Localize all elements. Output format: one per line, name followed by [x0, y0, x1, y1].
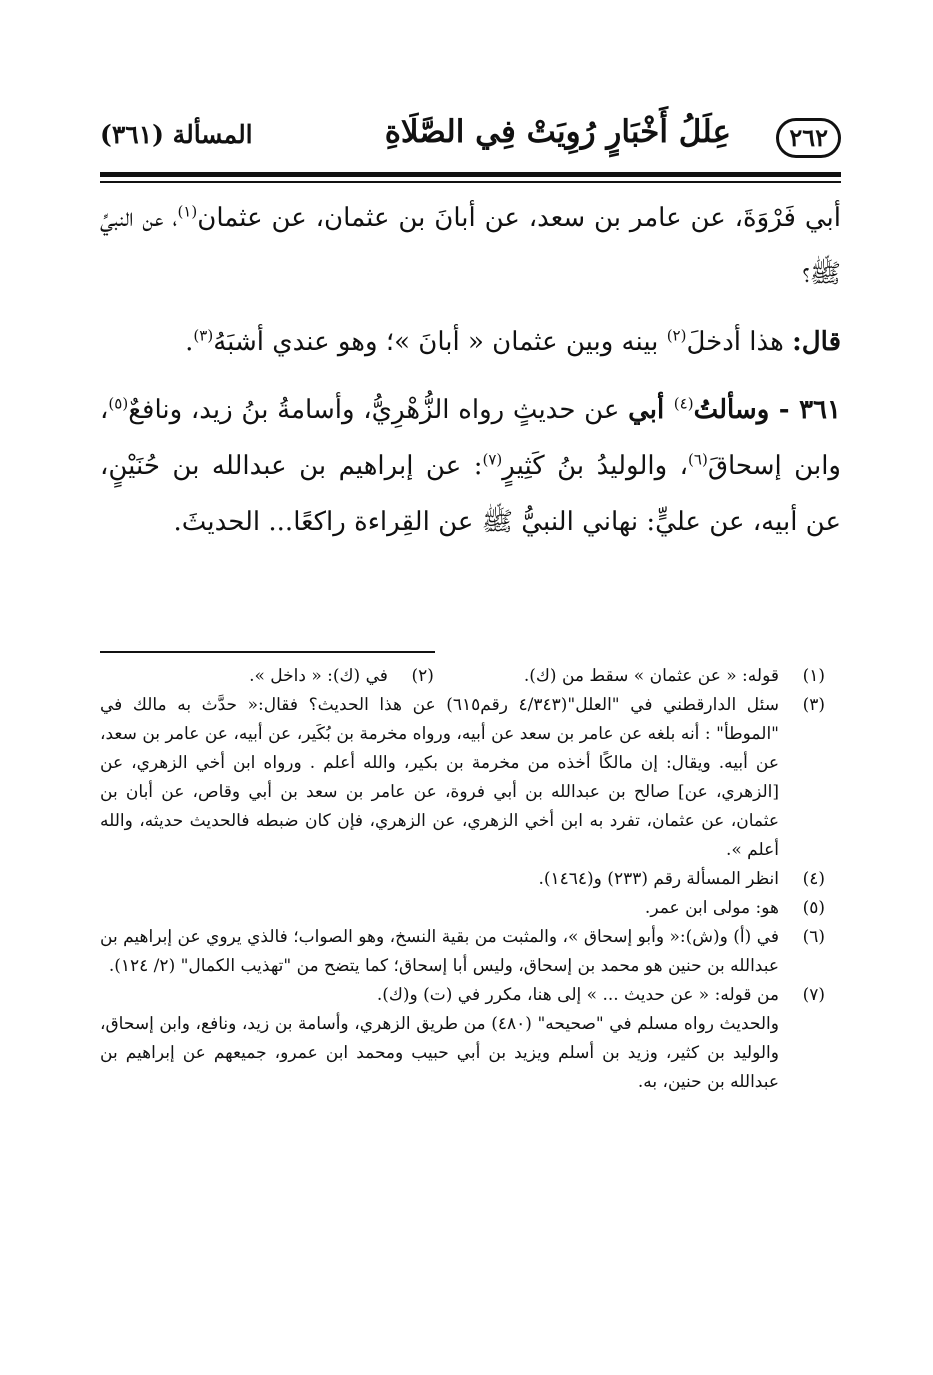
- footnotes: [100, 662, 825, 1097]
- footnote-text: من قوله: « عن حديث ... » إلى هنا، مكرر في (ت) و(ك).: [376, 985, 779, 1005]
- header-rule-thin: [100, 181, 841, 183]
- footnote-3: [100, 691, 825, 865]
- footnote-ref-4: (٤): [673, 394, 694, 413]
- issue-number: ٣٦١: [799, 395, 841, 425]
- footnote-number: (٢): [411, 666, 434, 686]
- footnote-ref-7: (٧): [482, 450, 503, 469]
- footnote-text: هو: مولى ابن عمر.: [644, 898, 779, 918]
- footnote-7: [100, 981, 825, 1010]
- section-label: المسألة (٣٦١): [100, 120, 253, 149]
- issue-lead: وسألتُ: [693, 395, 770, 425]
- footnote-text: في (ك): « داخل ».: [249, 666, 388, 686]
- footnote-number: (٣): [802, 695, 825, 715]
- footnote-ref-2: (٢): [666, 326, 687, 345]
- footnote-row-1-2: [100, 662, 825, 691]
- footnote-number: (٧): [802, 985, 825, 1005]
- qala-label: قال:: [792, 327, 841, 357]
- footnote-number: (٦): [802, 927, 825, 947]
- footnote-number: (٤): [802, 869, 825, 889]
- footnote-closing: والحديث رواه مسلم في "صحيحه" (٤٨٠) من طريق الزهري، وأسامة بن زيد، ونافع، وابن إسحاق، والوليد بن كثير، وزيد بن أسلم ويزيد بن أبي حبيب ومحمد ابن عمرو، جميعهم عن إبراهيم بن عبدالله بن حنين، به.: [100, 1014, 779, 1092]
- main-text: [100, 190, 841, 550]
- footnote-4: [100, 865, 825, 894]
- paragraph-qala: قال: هذا أدخلَ$^{(٢)}$ بينه وبين عثمان « أبانَ »؛ وهو عندي أشبَهُ$^{(٣)}$.: [185, 326, 841, 357]
- book-title: عِلَلُ أَخْبَارٍ رُوِيَتْ فِي الصَّلَاةِ: [384, 114, 731, 150]
- paragraph-continuation: أبي فَرْوَةَ، عن عامر بن سعد، عن أبانَ بن عثمان، عن عثمان$^{(١)}$، عن النبيِّ ﷺ؟: [100, 202, 841, 289]
- footnote-text: قوله: « عن عثمان » سقط من (ك).: [523, 666, 779, 686]
- footnote-ref-1: (١): [177, 202, 198, 221]
- footnote-ref-5: (٥): [108, 394, 129, 413]
- footnote-text: في (أ) و(ش):« وأبو إسحاق »، والمثبت من بقية النسخ، وهو الصواب؛ فالذي يروي عن إبراهيم بن عبدالله بن حنين هو محمد بن إسحاق، وليس أبا إسحاق؛ كما يتضح من "تهذيب الكمال" (٢/ ١٢٤).: [100, 927, 779, 976]
- page-header: [100, 112, 841, 172]
- footnote-5: [100, 894, 825, 923]
- footnote-divider: [100, 651, 435, 653]
- paragraph-issue-361: ٣٦١ - وسألتُ$^{(٤)}$ أبي عن حديثٍ رواه الزُّهْرِيُّ، وأسامةُ بنُ زيد، ونافعٌ$^{(٥)}$، وابن إسحاقَ$^{(٦)}$، والوليدُ بنُ كَثِيرٍ$^{(٧)}$: عن إبراهيم بن عبدالله بن حُنَيْنٍ، عن أبيه، عن عليٍّ: نهاني النبيُّ ﷺ عن القِراءة راكعًا... الحديثَ.: [100, 394, 841, 537]
- footnote-ref-3: (٣): [193, 326, 214, 345]
- footnote-text: سئل الدارقطني في "العلل"(٤/٣٤٣ رقم٦١٥) عن هذا الحديث؟ فقال:« حدَّث به مالك في "الموطأ" : أنه بلغه عن عامر بن سعد عن أبيه، ورواه مخرمة بن بُكَير، عن أبيه، عن عامر بن سعد، عن أبيه. ويقال: إن مالكًا أخذه من مخرمة بن بكير، والله أعلم . ورواه ابن أخي الزهري، عن [الزهري، عن] صالح بن عبدالله بن أبي فروة، عن عامر بن سعد بن أبي وقاص، عن أبان بن عثمان، عن عثمان، تفرد به ابن أخي الزهري، عن الزهري، فإن كان ضبطه فالحديث حديثه، والله أعلم ».: [100, 695, 779, 860]
- footnote-number: (٥): [802, 898, 825, 918]
- footnote-text: انظر المسألة رقم (٢٣٣) و(١٤٦٤).: [538, 869, 779, 889]
- page-number: ٢٦٢: [776, 118, 841, 158]
- footnote-6: [100, 923, 825, 981]
- footnote-ref-6: (٦): [688, 450, 708, 469]
- footnote-number: (١): [802, 666, 825, 686]
- header-rule-thick: [100, 172, 841, 177]
